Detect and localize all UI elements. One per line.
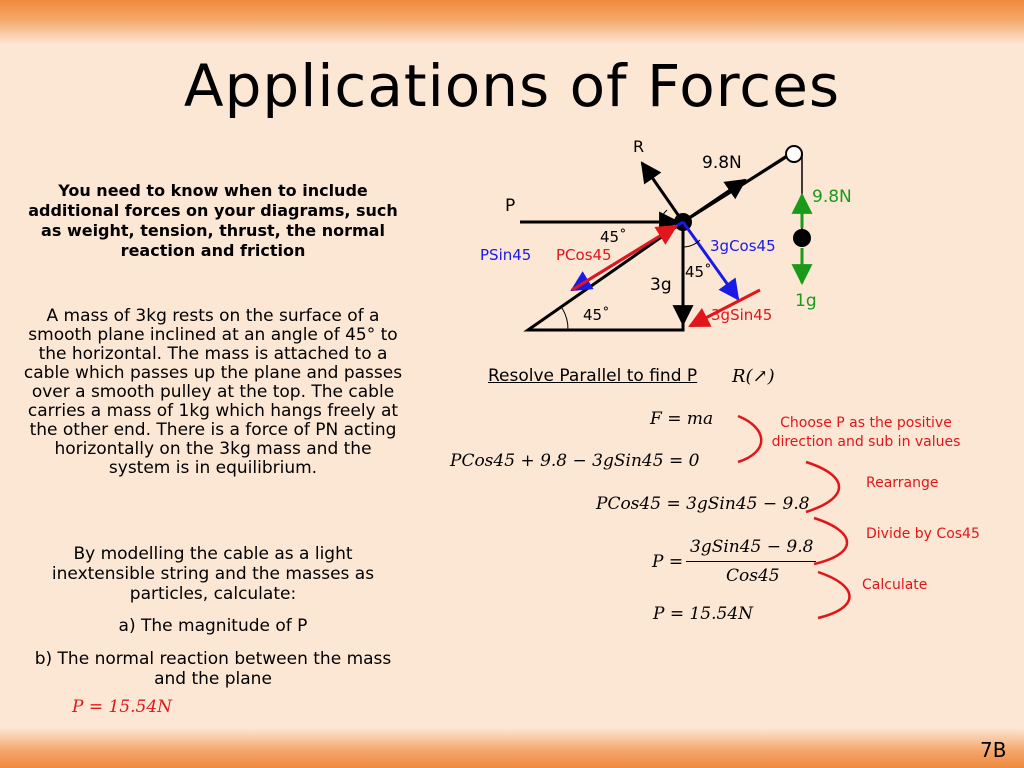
equation-3: PCos45 = 3gSin45 − 9.8 — [596, 494, 810, 514]
note-positive-direction: Choose P as the positive direction and sub in values — [771, 415, 961, 450]
intro-text: You need to know when to include additional forces on your diagrams, such as weight, tension, thrust, the normal reaction and friction — [28, 181, 398, 260]
bracket-3 — [814, 518, 847, 564]
fraction-bar — [686, 561, 816, 562]
label-psin45: PSin45 — [480, 246, 532, 264]
label-3gsin45: 3gSin45 — [711, 306, 773, 324]
problem-text: A mass of 3kg rests on the surface of a smooth plane inclined at an angle of 45° to the horizontal. The mass is attached to a cable which passes up the plane and passes over a smooth pulley at the top. The cable carries a mass of 1kg which hangs freely at the other end. There is a force of PN acting horizontally on the 3kg mass and the system is in equilibrium. — [23, 306, 403, 478]
page-title: Applications of Forces — [183, 52, 841, 120]
label-3g: 3g — [650, 275, 672, 295]
label-3gcos45: 3gCos45 — [710, 237, 776, 255]
modelling-text: By modelling the cable as a light inextensible string and the masses as particles, calculate: — [51, 544, 375, 604]
resolve-direction: R(↗) — [732, 366, 775, 387]
label-angle-top: 45˚ — [600, 228, 627, 246]
label-p: P — [505, 196, 516, 216]
hanging-mass — [793, 229, 811, 247]
question-part-b: b) The normal reaction between the mass and the plane — [34, 649, 392, 689]
tension-arrow — [683, 180, 745, 222]
equation-4-denominator: Cos45 — [726, 566, 780, 586]
3gcos45-arrow — [683, 222, 738, 299]
angle-arc-base — [562, 308, 568, 330]
question-part-a: a) The magnitude of P — [118, 616, 308, 636]
label-angle-base: 45˚ — [583, 306, 610, 324]
angle-arc-top — [660, 210, 667, 222]
normal-reaction-arrow — [642, 163, 683, 222]
pulley — [786, 146, 802, 162]
equation-5: P = 15.54N — [653, 604, 754, 624]
label-angle-mid: 45˚ — [685, 263, 712, 281]
bracket-1 — [738, 416, 761, 462]
equation-2: PCos45 + 9.8 − 3gSin45 = 0 — [450, 451, 700, 471]
label-tension-side: 9.8N — [812, 187, 852, 207]
label-pcos45: PCos45 — [556, 246, 612, 264]
equation-1: F = ma — [650, 409, 714, 429]
label-tension-top: 9.8N — [702, 153, 742, 173]
label-1g: 1g — [795, 291, 817, 311]
resolve-label: Resolve Parallel to find P — [488, 366, 698, 386]
note-calculate: Calculate — [862, 577, 928, 593]
slide-number: 7B — [980, 738, 1007, 762]
note-divide: Divide by Cos45 — [866, 526, 980, 542]
note-rearrange: Rearrange — [866, 475, 939, 491]
answer-text: P = 15.54N — [72, 697, 173, 717]
bracket-4 — [818, 572, 850, 618]
bracket-2 — [806, 462, 839, 512]
equation-4-lhs: P = — [652, 552, 684, 572]
equation-4-numerator: 3gSin45 − 9.8 — [690, 537, 814, 557]
label-r: R — [633, 137, 645, 156]
